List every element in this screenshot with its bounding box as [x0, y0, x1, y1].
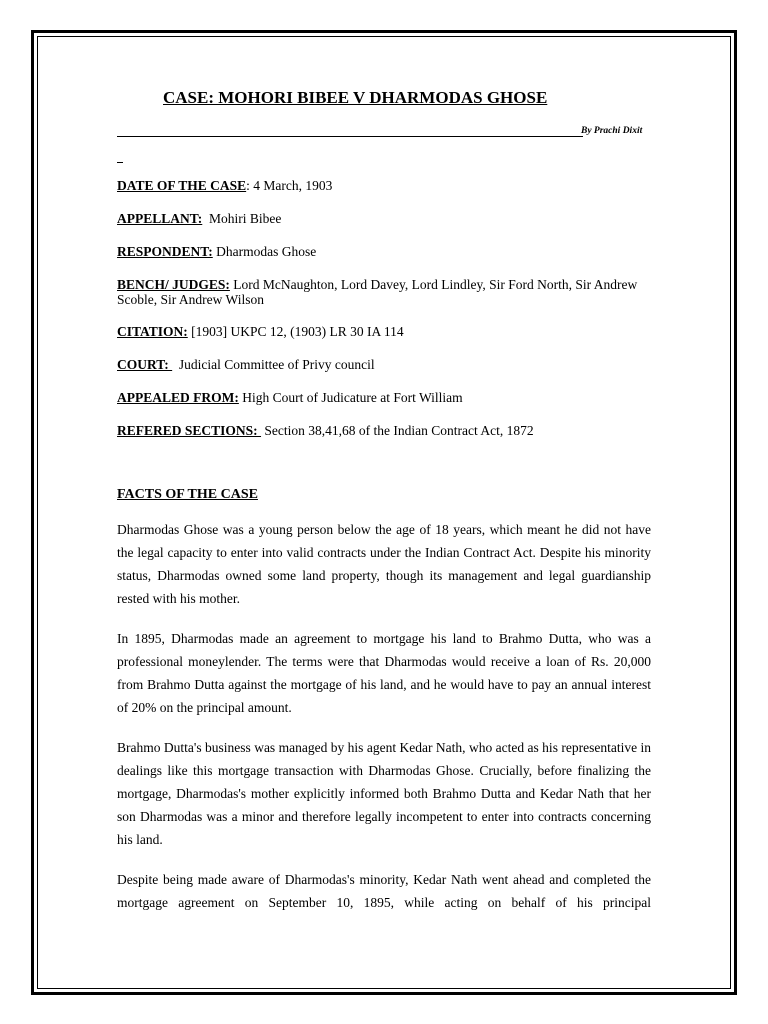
field-value: Dharmodas Ghose [212, 244, 317, 259]
facts-paragraph: Despite being made aware of Dharmodas's minority, Kedar Nath went ahead and completed the mortgage agreement on September 10, 1895, while acting on behalf of his principal [117, 872, 651, 910]
field-appellant [117, 211, 651, 226]
field-value: [1903] UKPC 12, (1903) LR 30 IA 114 [187, 324, 404, 339]
field-label: REFERED SECTIONS: [117, 423, 262, 438]
field-sections [117, 423, 651, 438]
dash-mark [117, 152, 123, 163]
facts-paragraph: Brahmo Dutta's business was managed by his agent Kedar Nath, who acted as his representative in dealings like this mortgage transaction with Dharmodas Ghose. Crucially, before finalizing the mortgage, Dharmodas's mother explicitly informed both Brahmo Dutta and Kedar Nath that her son Dharmodas was a minor and therefore legally incompetent to enter into contracts concerning his land. [117, 740, 651, 847]
field-label: DATE OF THE CASE [117, 178, 247, 193]
author-rule [117, 121, 583, 137]
field-label: RESPONDENT: [117, 244, 213, 259]
field-value: Judicial Committee of Privy council [172, 357, 375, 372]
facts-paragraph: In 1895, Dharmodas made an agreement to mortgage his land to Brahmo Dutta, who was a professional moneylender. The terms were that Dharmodas would receive a loan of Rs. 20,000 from Brahmo Dutta against the mortgage of his land, and he would have to pay an annual interest of 20% on the principal amount. [117, 631, 651, 715]
field-value: Section 38,41,68 of the Indian Contract Act, 1872 [261, 423, 534, 438]
field-citation [117, 324, 651, 339]
field-bench [117, 277, 651, 307]
field-appealed-from [117, 390, 651, 405]
field-value: Lord McNaughton, Lord Davey, Lord Lindley, Sir Ford North, Sir Andrew Scoble, Sir Andrew Wilson [117, 277, 638, 307]
case-details [117, 178, 651, 456]
field-label: CITATION: [117, 324, 188, 339]
field-label: COURT: [117, 357, 173, 372]
field-value: : 4 March, 1903 [246, 178, 333, 193]
field-label: APPELLANT: [117, 211, 203, 226]
field-value: High Court of Judicature at Fort William [238, 390, 463, 405]
facts-heading: FACTS OF THE CASE [117, 487, 258, 502]
facts-paragraph: Dharmodas Ghose was a young person below the age of 18 years, which meant he did not have the legal capacity to enter into valid contracts under the Indian Contract Act. Despite his minority status, Dharmodas owned some land property, though its management and legal guardianship rested with his mother. [117, 522, 651, 606]
field-label: APPEALED FROM: [117, 390, 239, 405]
author-byline: By Prachi Dixit [581, 126, 643, 136]
field-date [117, 178, 651, 193]
field-respondent [117, 244, 651, 259]
field-value: Mohiri Bibee [202, 211, 282, 226]
field-label: BENCH/ JUDGES: [117, 277, 230, 292]
field-court [117, 357, 651, 372]
facts-body [117, 518, 651, 931]
case-title: CASE: MOHORI BIBEE V DHARMODAS GHOSE [163, 88, 548, 107]
